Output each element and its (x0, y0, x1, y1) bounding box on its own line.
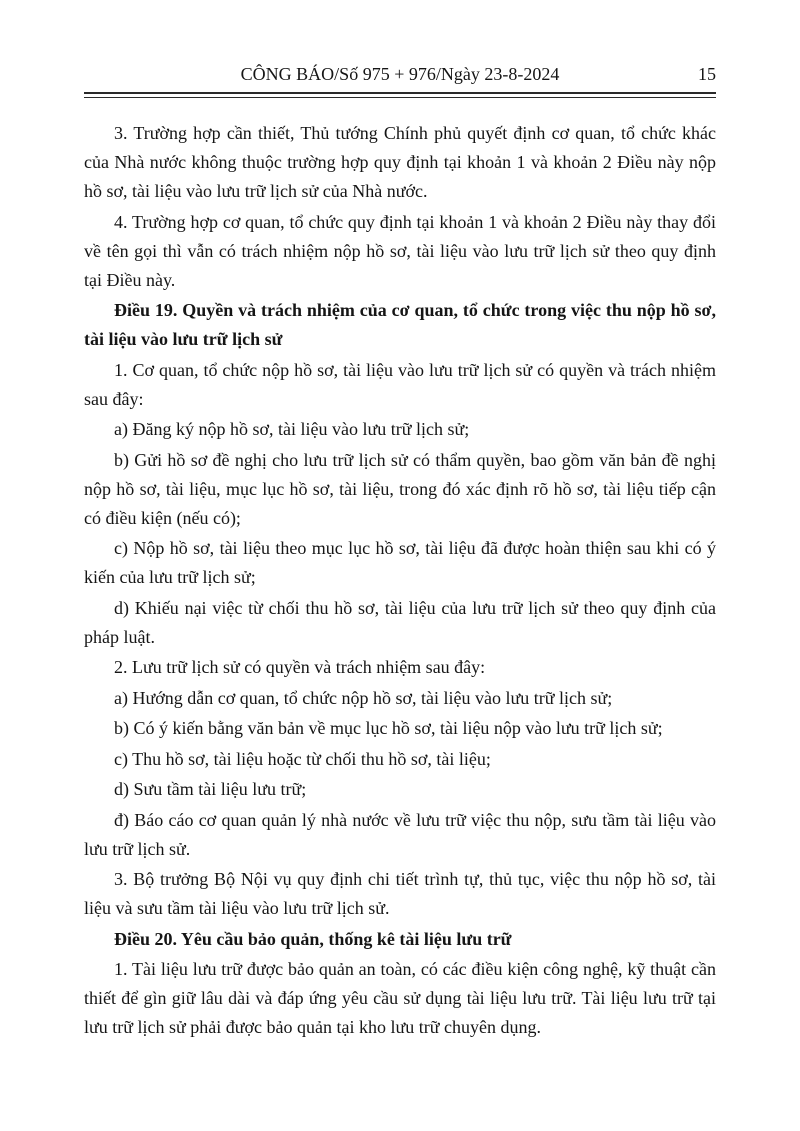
gazette-header-title: CÔNG BÁO/Số 975 + 976/Ngày 23-8-2024 (240, 64, 560, 84)
article-heading-dieu-19: Điều 19. Quyền và trách nhiệm của cơ quan, tổ chức trong việc thu nộp hồ sơ, tài liệu vào lưu trữ lịch sử (84, 300, 716, 349)
paragraph: 2. Lưu trữ lịch sử có quyền và trách nhiệm sau đây: (114, 657, 486, 677)
paragraph: a) Hướng dẫn cơ quan, tổ chức nộp hồ sơ, tài liệu vào lưu trữ lịch sử; (114, 687, 613, 708)
page-number: 15 (698, 64, 716, 84)
running-header (84, 62, 716, 86)
paragraph: d) Sưu tầm tài liệu lưu trữ; (114, 779, 307, 799)
paragraph: b) Gửi hồ sơ đề nghị cho lưu trữ lịch sử có thẩm quyền, bao gồm văn bản đề nghị nộp hồ sơ, tài liệu, mục lục hồ sơ, tài liệu, trong đó xác định rõ hồ sơ, tài liệu tiếp cận có điều kiện (nếu có); (84, 449, 716, 528)
page-content (84, 62, 716, 1042)
paragraph: c) Nộp hồ sơ, tài liệu theo mục lục hồ sơ, tài liệu đã được hoàn thiện sau khi có ý kiến của lưu trữ lịch sử; (84, 538, 716, 587)
paragraph: đ) Báo cáo cơ quan quản lý nhà nước về lưu trữ việc thu nộp, sưu tầm tài liệu vào lưu trữ lịch sử. (84, 809, 716, 859)
paragraph: 3. Trường hợp cần thiết, Thủ tướng Chính phủ quyết định cơ quan, tổ chức khác của Nhà nước không thuộc trường hợp quy định tại khoản 1 và khoản 2 Điều này nộp hồ sơ, tài liệu vào lưu trữ lịch sử của Nhà nước. (84, 123, 716, 201)
paragraph: 1. Cơ quan, tổ chức nộp hồ sơ, tài liệu vào lưu trữ lịch sử có quyền và trách nhiệm sau đây: (84, 359, 716, 409)
header-divider (84, 92, 716, 98)
paragraph: c) Thu hồ sơ, tài liệu hoặc từ chối thu hồ sơ, tài liệu; (114, 748, 491, 769)
document-body (84, 119, 716, 1042)
article-heading-dieu-20: Điều 20. Yêu cầu bảo quản, thống kê tài liệu lưu trữ (114, 928, 512, 949)
paragraph: a) Đăng ký nộp hồ sơ, tài liệu vào lưu trữ lịch sử; (114, 419, 470, 439)
paragraph: 4. Trường hợp cơ quan, tổ chức quy định tại khoản 1 và khoản 2 Điều này thay đổi về tên gọi thì vẫn có trách nhiệm nộp hồ sơ, tài liệu vào lưu trữ lịch sử theo quy định tại Điều này. (84, 211, 716, 290)
paragraph: 3. Bộ trưởng Bộ Nội vụ quy định chi tiết trình tự, thủ tục, việc thu nộp hồ sơ, tài liệu và sưu tầm tài liệu vào lưu trữ lịch sử. (84, 869, 716, 918)
paragraph: 1. Tài liệu lưu trữ được bảo quản an toàn, có các điều kiện công nghệ, kỹ thuật cần thiết để gìn giữ lâu dài và đáp ứng yêu cầu sử dụng tài liệu lưu trữ. Tài liệu lưu trữ tại lưu trữ lịch sử phải được bảo quản tại kho lưu trữ chuyên dụng. (84, 959, 716, 1037)
paragraph: b) Có ý kiến bằng văn bản về mục lục hồ sơ, tài liệu nộp vào lưu trữ lịch sử; (114, 718, 663, 738)
paragraph: d) Khiếu nại việc từ chối thu hồ sơ, tài liệu của lưu trữ lịch sử theo quy định của pháp luật. (84, 597, 716, 647)
